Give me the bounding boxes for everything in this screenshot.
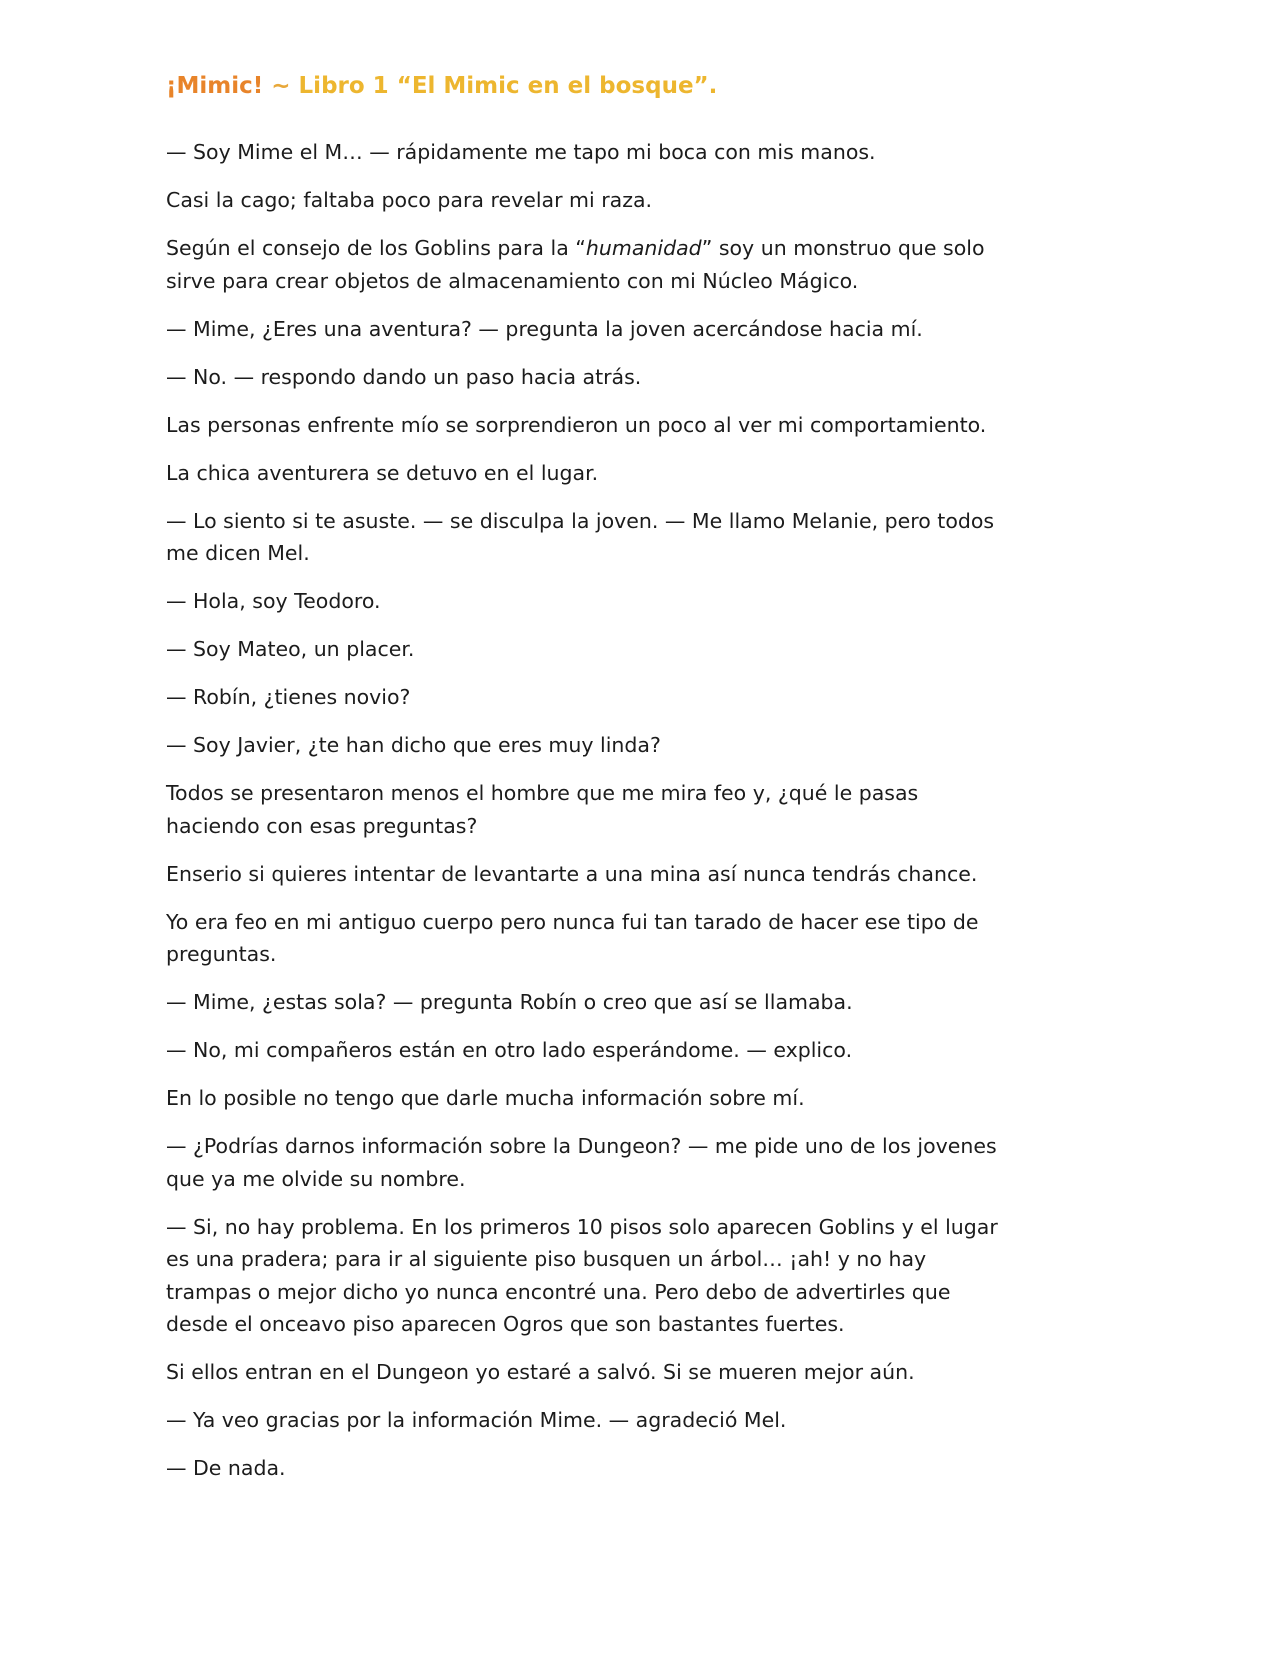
paragraph: — Lo siento si te asuste. — se disculpa la joven. — Me llamo Melanie, pero todos me dicen Mel. — [166, 508, 995, 565]
paragraph: — Soy Javier, ¿te han dicho que eres muy linda? — [166, 733, 661, 757]
paragraph: — Mime, ¿estas sola? — pregunta Robín o creo que así se llamaba. — [166, 990, 853, 1014]
paragraph: — No, mi compañeros están en otro lado esperándome. — explico. — [166, 1038, 853, 1062]
paragraph-text: ” soy un monstruo que solo sirve para crear objetos de almacenamiento con mi Núcleo Mágico. — [166, 236, 985, 293]
paragraph: Casi la cago; faltaba poco para revelar mi raza. — [166, 188, 653, 212]
paragraph: Las personas enfrente mío se sorprendieron un poco al ver mi comportamiento. — [166, 412, 987, 437]
paragraph: — Robín, ¿tienes novio? — [166, 685, 411, 709]
paragraph: Todos se presentaron menos el hombre que me mira feo y, ¿qué le pasas haciendo con esas preguntas? — [166, 781, 919, 838]
paragraph: — ¿Podrías darnos información sobre la Dungeon? — me pide uno de los jovenes que ya me olvide su nombre. — [166, 1134, 997, 1191]
paragraph: — De nada. — [166, 1456, 286, 1480]
emphasis-text: humanidad — [585, 236, 702, 260]
paragraph: Si ellos entran en el Dungeon yo estaré a salvó. Si se mueren mejor aún. — [166, 1360, 915, 1384]
paragraph-text: Según el consejo de los Goblins para la “ — [166, 236, 586, 260]
paragraph — [166, 232, 1016, 297]
header-brand: ¡Mimic! — [166, 73, 264, 99]
paragraph: Yo era feo en mi antiguo cuerpo pero nunca fui tan tarado de hacer ese tipo de preguntas. — [166, 909, 979, 966]
paragraph: — Si, no hay problema. En los primeros 10 pisos solo aparecen Goblins y el lugar es una pradera; para ir al siguiente piso busquen un árbol… ¡ah! y no hay trampas o mejor dicho yo nunca encontré una. Pero debo de advertirles que desde el onceavo piso aparecen Ogros que son bastantes fuertes. — [166, 1214, 998, 1336]
document-body — [166, 136, 1016, 1500]
paragraph: — Hola, soy Teodoro. — [166, 589, 381, 613]
header-book-title: Libro 1 “El Mimic en el bosque”. — [298, 73, 718, 99]
paragraph: La chica aventurera se detuvo en el lugar. — [166, 460, 599, 485]
paragraph: — Mime, ¿Eres una aventura? — pregunta la joven acercándose hacia mí. — [166, 316, 923, 341]
paragraph: — Soy Mime el M… — rápidamente me tapo mi boca con mis manos. — [166, 140, 876, 164]
paragraph: En lo posible no tengo que darle mucha información sobre mí. — [166, 1086, 805, 1110]
paragraph: Enserio si quieres intentar de levantarte a una mina así nunca tendrás chance. — [166, 861, 978, 886]
paragraph: — Soy Mateo, un placer. — [166, 637, 415, 661]
paragraph: — Ya veo gracias por la información Mime. — agradeció Mel. — [166, 1408, 787, 1432]
page-header — [166, 66, 717, 106]
paragraph: — No. — respondo dando un paso hacia atrás. — [166, 364, 642, 389]
header-separator: ~ — [263, 73, 299, 99]
